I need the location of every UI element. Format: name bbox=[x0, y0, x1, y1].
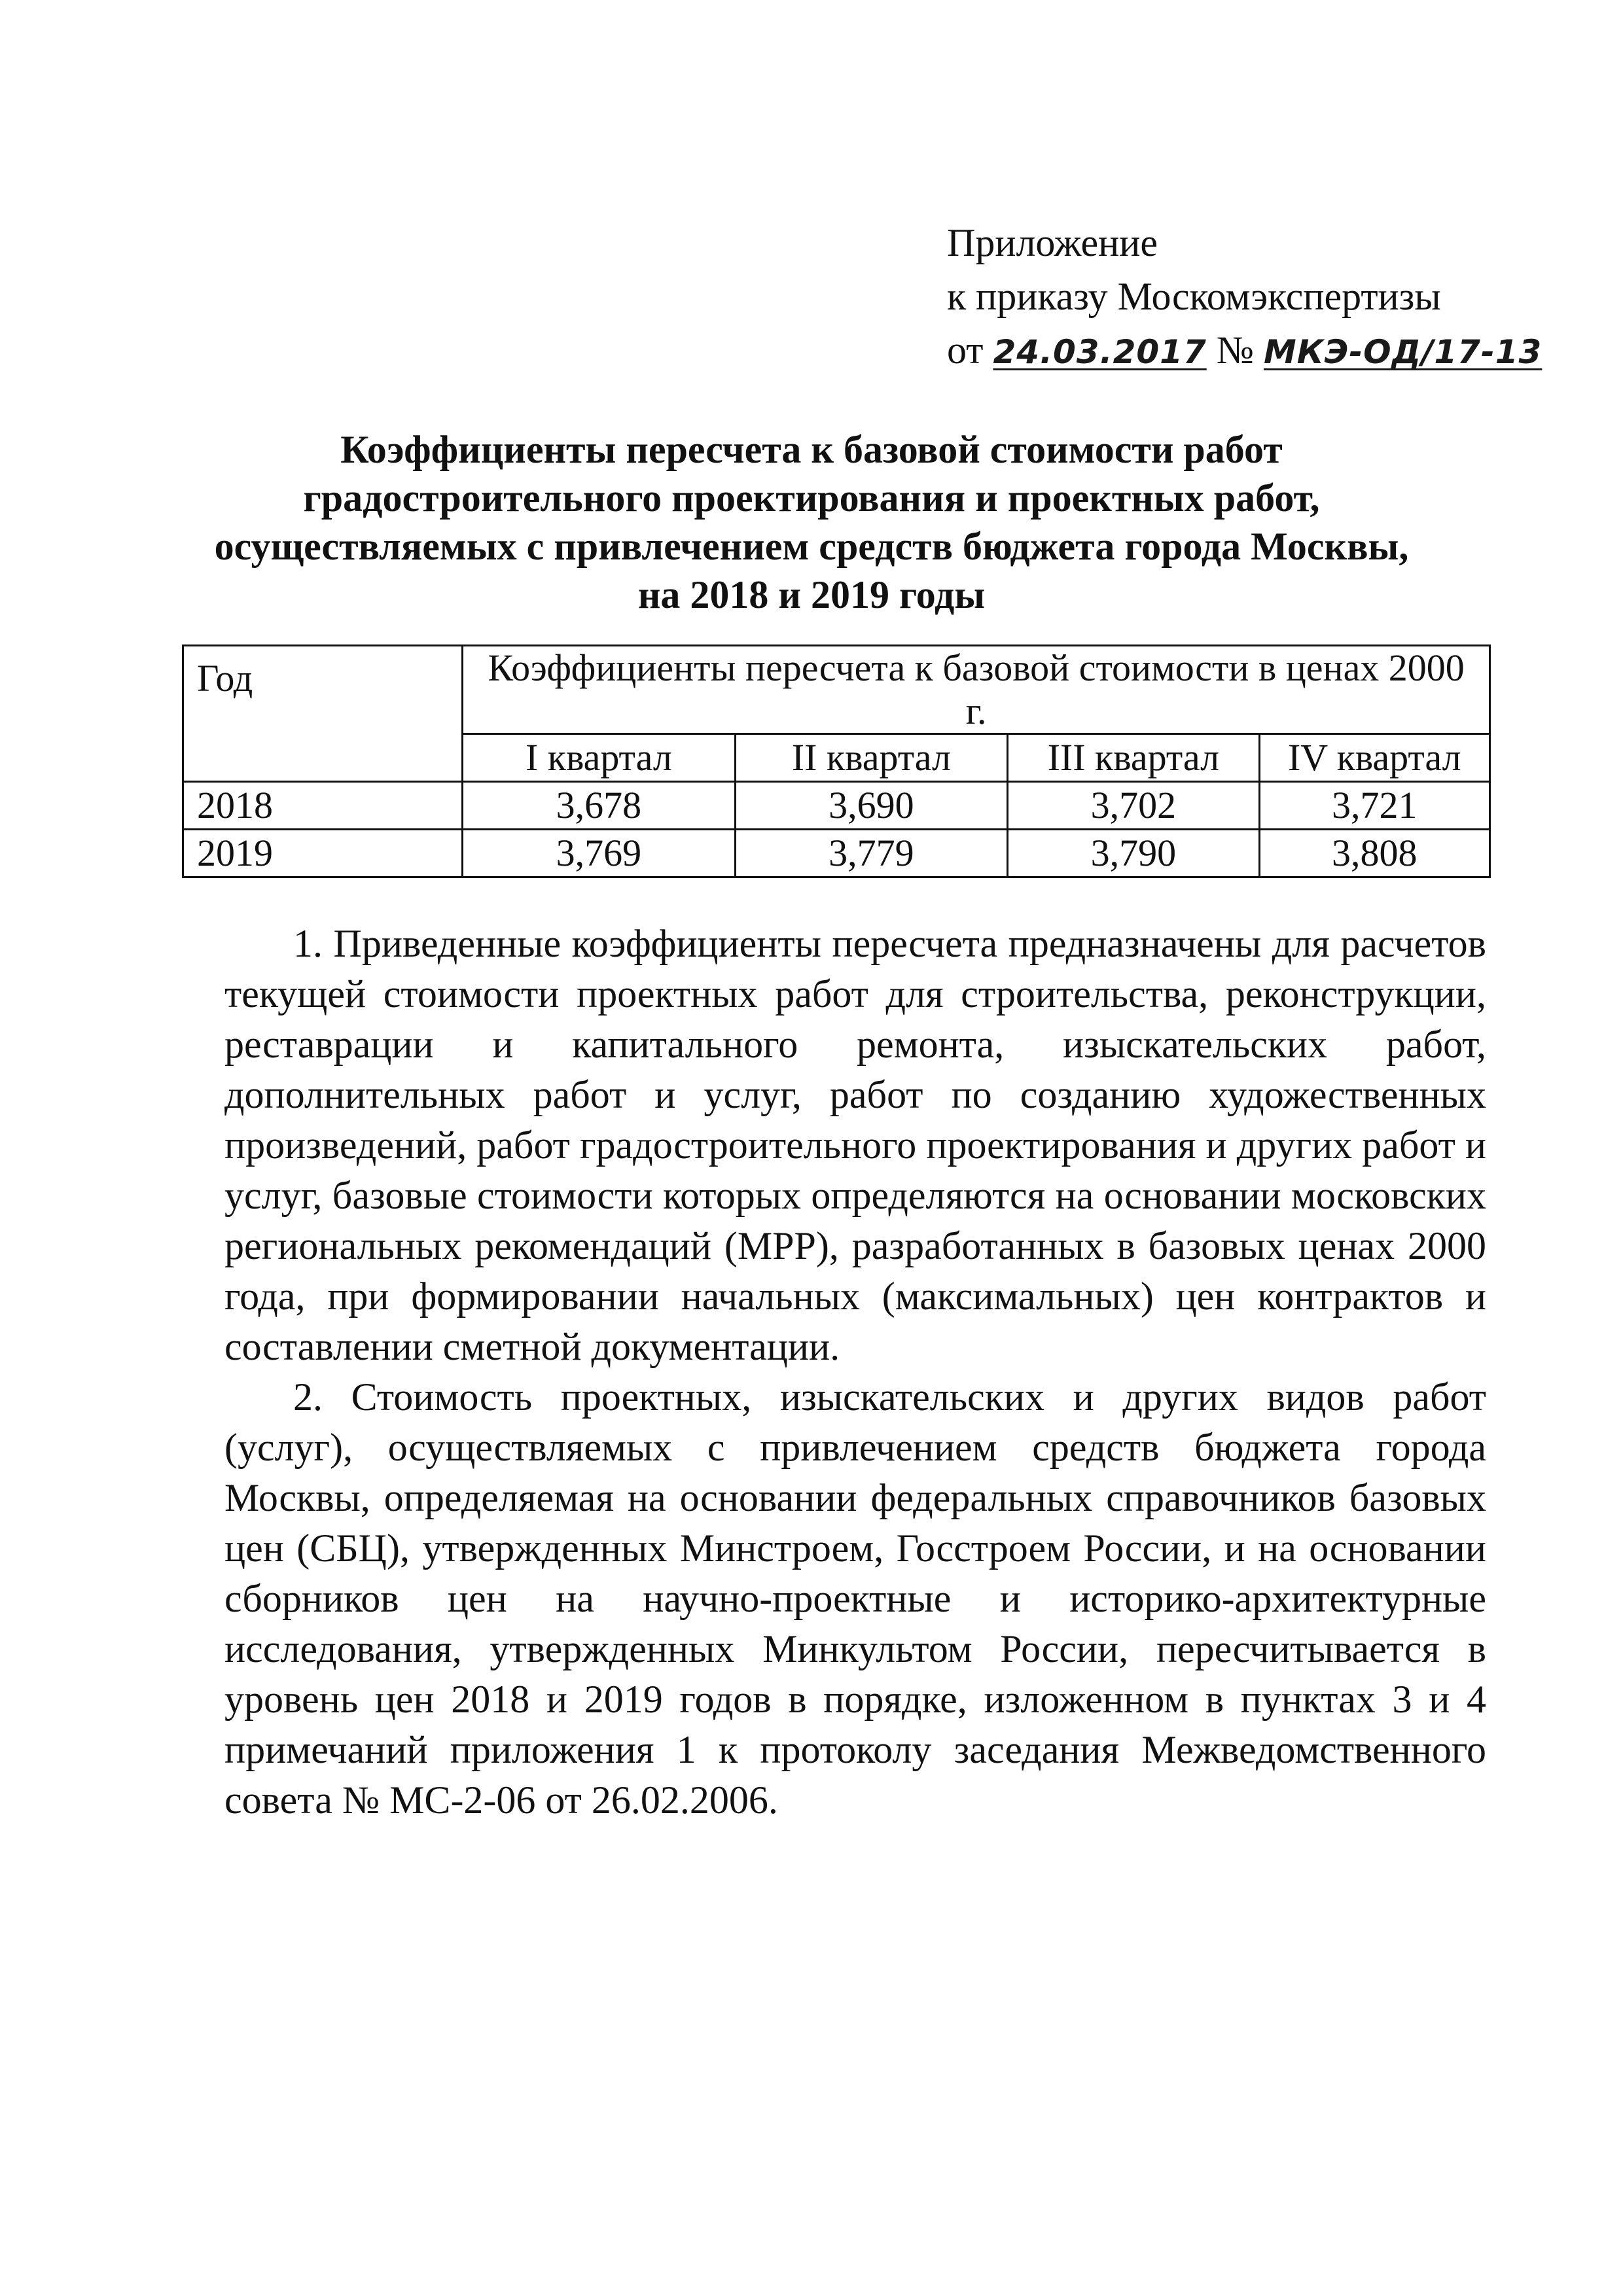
document-body bbox=[224, 919, 1486, 1826]
coefficient-cell: 3,678 bbox=[463, 782, 735, 830]
coefficients-group-header: Коэффициенты пересчета к базовой стоимости в ценах 2000 г. bbox=[463, 646, 1490, 734]
date-prefix: от bbox=[947, 328, 984, 372]
number-sign: № bbox=[1216, 328, 1254, 372]
title-line-2: градостроительного проектирования и проектных работ, bbox=[303, 476, 1320, 520]
coefficients-table bbox=[182, 645, 1491, 878]
paragraph-2: 2. Стоимость проектных, изыскательских и других видов работ (услуг), осуществляемых с привлечением средств бюджета города Москвы, определяемая на основании федеральных справочников базовых цен (СБЦ), утвержденных Минстроем, Госстроем России, и на основании сборников цен на научно-проектные и историко-архитектурные исследования, утвержденных Минкультом России, пересчитывается в уровень цен 2018 и 2019 годов в порядке, изложенном в пунктах 3 и 4 примечаний приложения 1 к протоколу заседания Межведомственного совета № МС-2-06 от 26.02.2006. bbox=[224, 1375, 1486, 1822]
table-header-row bbox=[183, 646, 1490, 734]
paragraph-1: 1. Приведенные коэффициенты пересчета предназначены для расчетов текущей стоимости проектных работ для строительства, реконструкции, реставрации и капитального ремонта, изыскательских работ, дополнительных работ и услуг, работ по созданию художественных произведений, работ градостроительного проектирования и других работ и услуг, базовые стоимости которых определяются на основании московских региональных рекомендаций (МРР), разработанных в базовых ценах 2000 года, при формировании начальных (максимальных) цен контрактов и составлении сметной документации. bbox=[224, 922, 1486, 1368]
quarter-header: II квартал bbox=[735, 734, 1007, 782]
coefficient-cell: 3,779 bbox=[735, 830, 1007, 877]
handwritten-date: 24.03.2017 bbox=[993, 333, 1207, 371]
appendix-header bbox=[947, 216, 1543, 379]
document-title bbox=[196, 425, 1427, 619]
title-line-1: Коэффициенты пересчета к базовой стоимости работ bbox=[340, 428, 1283, 471]
appendix-order-reference: к приказу Москомэкспертизы bbox=[947, 275, 1441, 318]
appendix-date-number-line bbox=[947, 323, 1543, 379]
table-row bbox=[183, 830, 1490, 877]
year-cell: 2018 bbox=[183, 782, 463, 830]
year-cell: 2019 bbox=[183, 830, 463, 877]
title-line-3: осуществляемых с привлечением средств бюджета города Москвы, bbox=[214, 525, 1409, 568]
handwritten-order-number: МКЭ-ОД/17-13 bbox=[1264, 333, 1543, 371]
coefficient-cell: 3,790 bbox=[1008, 830, 1259, 877]
quarter-header: III квартал bbox=[1008, 734, 1259, 782]
year-column-header: Год bbox=[183, 646, 463, 782]
coefficient-cell: 3,702 bbox=[1008, 782, 1259, 830]
quarter-header: IV квартал bbox=[1259, 734, 1489, 782]
coefficient-cell: 3,721 bbox=[1259, 782, 1489, 830]
title-line-4: на 2018 и 2019 годы bbox=[637, 573, 986, 616]
coefficient-cell: 3,808 bbox=[1259, 830, 1489, 877]
quarter-header: I квартал bbox=[463, 734, 735, 782]
appendix-label: Приложение bbox=[947, 221, 1158, 264]
coefficient-cell: 3,690 bbox=[735, 782, 1007, 830]
coefficient-cell: 3,769 bbox=[463, 830, 735, 877]
table-row bbox=[183, 782, 1490, 830]
